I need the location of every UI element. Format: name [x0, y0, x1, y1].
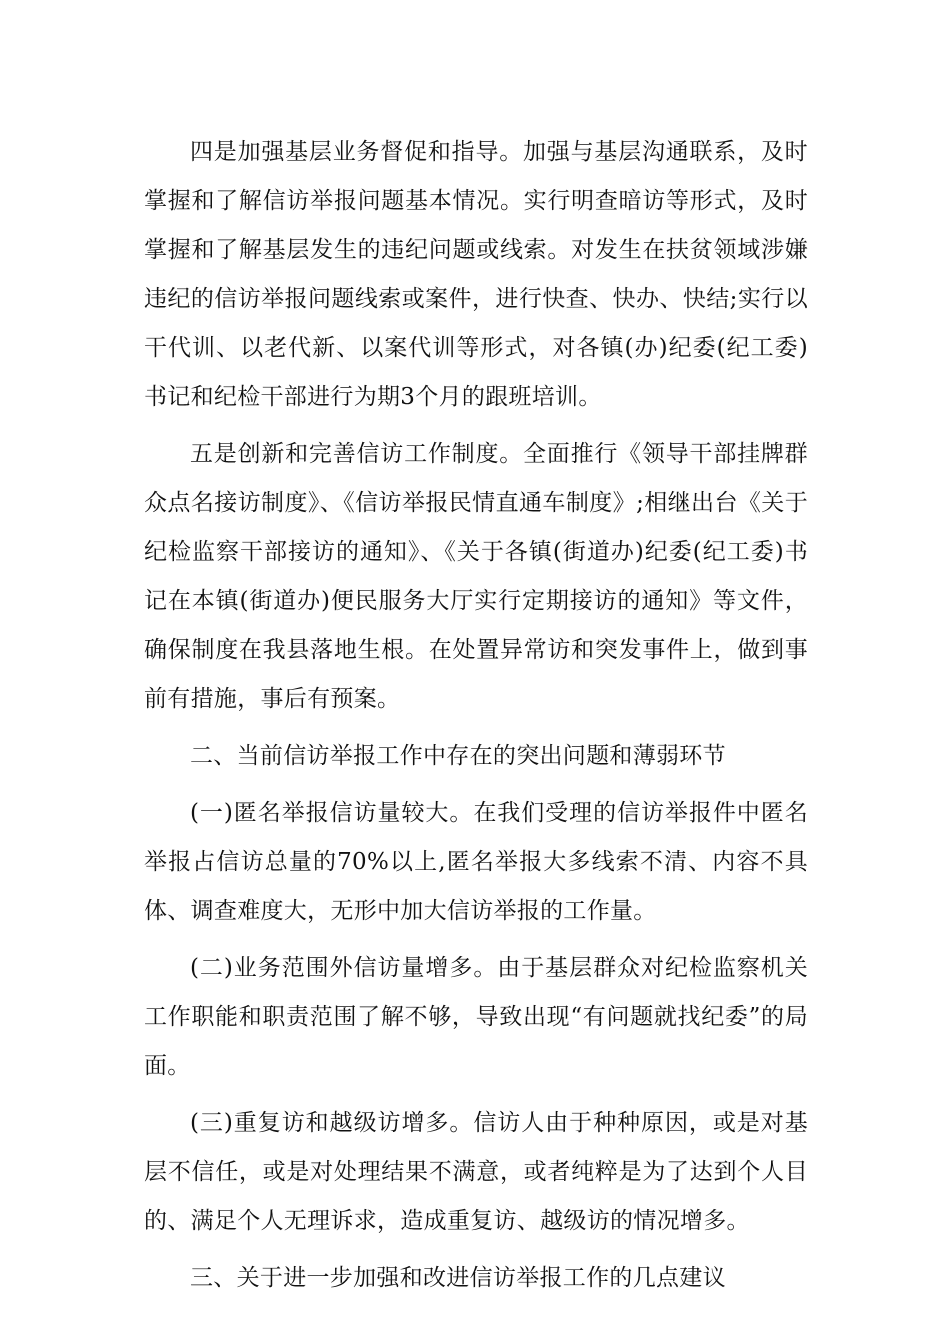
- paragraph-issue-one: (一)匿名举报信访量较大。在我们受理的信访举报件中匿名举报占信访总量的70%以上,匿名举报大多线索不清、内容不具体、调查难度大，无形中加大信访举报的工作量。: [144, 800, 808, 924]
- heading-section-two: 二、当前信访举报工作中存在的突出问题和薄弱环节: [190, 743, 726, 769]
- paragraph-issue-two: (二)业务范围外信访量增多。由于基层群众对纪检监察机关工作职能和职责范围了解不够，导致出现“有问题就找纪委”的局面。: [144, 955, 808, 1079]
- paragraph-issue-three: (三)重复访和越级访增多。信访人由于种种原因，或是对基层不信任，或是对处理结果不满意，或者纯粹是为了达到个人目的、满足个人无理诉求，造成重复访、越级访的情况增多。: [144, 1110, 808, 1234]
- paragraph-section-five: 五是创新和完善信访工作制度。全面推行《领导干部挂牌群众点名接访制度》、《信访举报民情直通车制度》;相继出台《关于纪检监察干部接访的通知》、《关于各镇(街道办)纪委(纪工委)书记在本镇(街道办)便民服务大厅实行定期接访的通知》等文件，确保制度在我县落地生根。在处置异常访和突发事件上，做到事前有措施，事后有预案。: [144, 441, 808, 712]
- heading-section-three: 三、关于进一步加强和改进信访举报工作的几点建议: [190, 1265, 726, 1291]
- paragraph-section-four: 四是加强基层业务督促和指导。加强与基层沟通联系，及时掌握和了解信访举报问题基本情况。实行明查暗访等形式，及时掌握和了解基层发生的违纪问题或线索。对发生在扶贫领域涉嫌违纪的信访举报问题线索或案件，进行快查、快办、快结;实行以干代训、以老代新、以案代训等形式，对各镇(办)纪委(纪工委)书记和纪检干部进行为期3个月的跟班培训。: [144, 139, 808, 410]
- document-body: [144, 128, 808, 1303]
